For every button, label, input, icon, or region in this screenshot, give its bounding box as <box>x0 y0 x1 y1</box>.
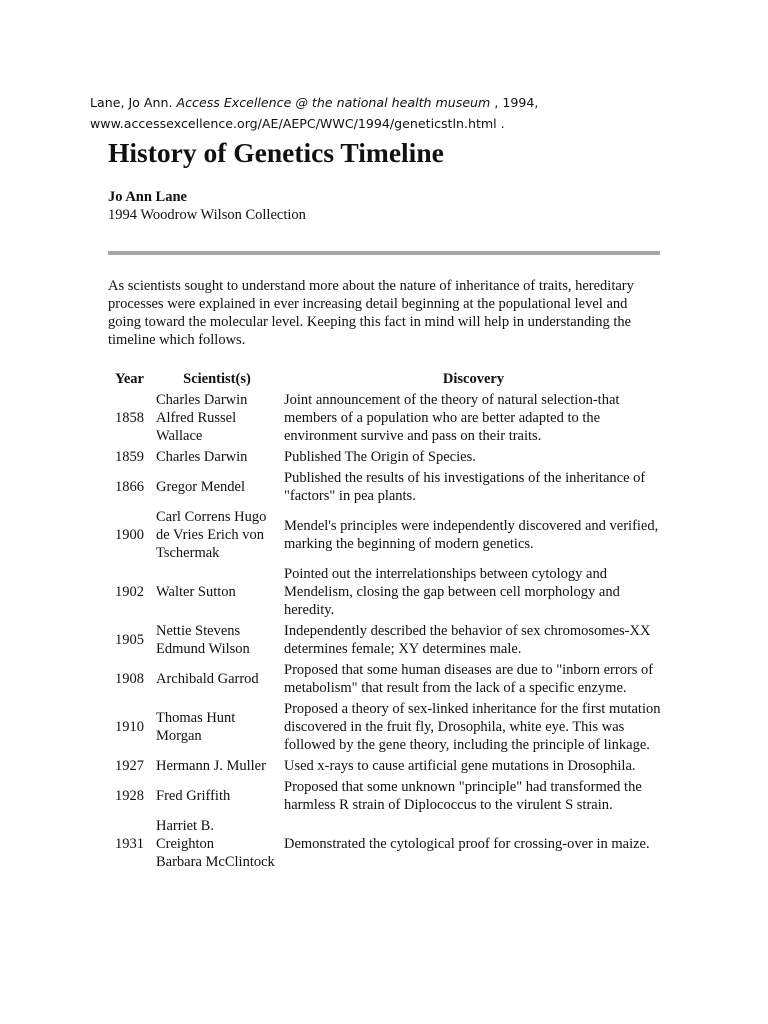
table-row <box>106 564 666 621</box>
scientist-cell: Walter Sutton <box>156 584 236 600</box>
year-cell: 1859 <box>115 449 144 465</box>
horizontal-rule <box>108 251 660 255</box>
scientist-cell: Thomas Hunt Morgan <box>156 710 236 744</box>
scientist-cell: Charles Darwin <box>156 449 248 465</box>
discovery-cell: Demonstrated the cytological proof for crossing-over in maize. <box>284 836 650 852</box>
scientist-cell: Archibald Garrod <box>156 671 259 687</box>
table-row <box>106 756 666 777</box>
page-title: History of Genetics Timeline <box>108 137 444 168</box>
discovery-cell: Proposed that some human diseases are due to "inborn errors of metabolism" that result from the lack of a specific enzyme. <box>284 662 654 696</box>
scientist-cell: Harriet B. Creighton Barbara McClintock <box>156 818 275 870</box>
scientist-cell: Hermann J. Muller <box>156 758 266 774</box>
table-row <box>106 621 666 660</box>
scientist-cell: Fred Griffith <box>156 788 231 804</box>
year-cell: 1927 <box>115 758 144 774</box>
table-row <box>106 447 666 468</box>
year-cell: 1905 <box>115 632 144 648</box>
document-author: Jo Ann Lane <box>108 189 187 205</box>
table-row <box>106 507 666 564</box>
table-header-row <box>106 369 666 390</box>
year-cell: 1908 <box>115 671 144 687</box>
citation-source-title: Access Excellence @ the national health museum <box>176 95 491 110</box>
year-cell: 1858 <box>115 410 144 426</box>
timeline-table <box>106 369 666 873</box>
citation <box>90 92 730 134</box>
discovery-cell: Published The Origin of Species. <box>284 449 476 465</box>
discovery-cell: Independently described the behavior of sex chromosomes-XX determines female; XY determines male. <box>284 623 651 657</box>
citation-author: Lane, Jo Ann. <box>90 95 173 110</box>
table-row <box>106 660 666 699</box>
year-cell: 1910 <box>115 719 144 735</box>
table-row <box>106 816 666 873</box>
table-row <box>106 468 666 507</box>
year-cell: 1866 <box>115 479 144 495</box>
discovery-cell: Mendel's principles were independently discovered and verified, marking the beginning of modern genetics. <box>284 518 659 552</box>
scientist-cell: Charles Darwin Alfred Russel Wallace <box>156 392 248 444</box>
year-cell: 1900 <box>115 527 144 543</box>
discovery-cell: Proposed a theory of sex-linked inheritance for the first mutation discovered in the fruit fly, Drosophila, white eye. This was followed by the gene theory, including the principle of linkage. <box>284 701 661 753</box>
table-row <box>106 699 666 756</box>
discovery-cell: Joint announcement of the theory of natural selection-that members of a population who are better adapted to the environment survive and pass on their traits. <box>284 392 620 444</box>
document-collection: 1994 Woodrow Wilson Collection <box>108 207 306 223</box>
header-scientist: Scientist(s) <box>183 371 251 387</box>
year-cell: 1902 <box>115 584 144 600</box>
discovery-cell: Proposed that some unknown "principle" had transformed the harmless R strain of Diplococcus to the virulent S strain. <box>284 779 642 813</box>
discovery-cell: Published the results of his investigations of the inheritance of "factors" in pea plants. <box>284 470 646 504</box>
discovery-cell: Used x-rays to cause artificial gene mutations in Drosophila. <box>284 758 636 774</box>
discovery-cell: Pointed out the interrelationships between cytology and Mendelism, closing the gap between cell morphology and heredity. <box>284 566 620 618</box>
scientist-cell: Carl Correns Hugo de Vries Erich von Tschermak <box>156 509 267 561</box>
table-row <box>106 777 666 816</box>
scientist-cell: Gregor Mendel <box>156 479 245 495</box>
header-year: Year <box>115 371 144 387</box>
intro-paragraph: As scientists sought to understand more about the nature of inheritance of traits, hereditary processes were explained in ever increasing detail beginning at the populational level and going toward the molecular level. Keeping this fact in mind will help in understanding the timeline which follows. <box>108 278 634 348</box>
header-discovery: Discovery <box>442 371 505 387</box>
table-row <box>106 390 666 447</box>
citation-url[interactable]: www.accessexcellence.org/AE/AEPC/WWC/1994/geneticstln.html . <box>90 116 505 131</box>
citation-year: , 1994, <box>490 95 539 110</box>
scientist-cell: Nettie Stevens Edmund Wilson <box>156 623 250 657</box>
year-cell: 1928 <box>115 788 144 804</box>
year-cell: 1931 <box>115 836 144 852</box>
